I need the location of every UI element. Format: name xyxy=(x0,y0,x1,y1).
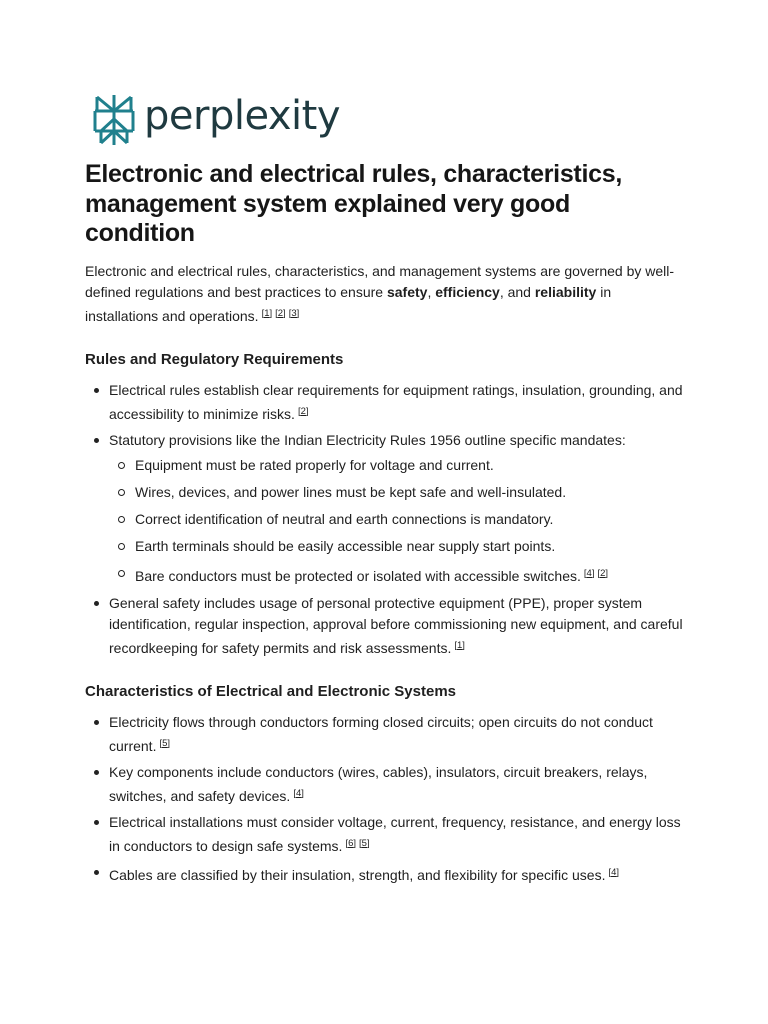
citation-link[interactable]: [6] xyxy=(345,837,357,849)
sub-list-item-text: Earth terminals should be easily accessible near supply start points. xyxy=(135,537,556,554)
list-item-text: Key components include conductors (wires, cables), insulators, circuit breakers, relays, switches, and safety devices. xyxy=(109,763,648,804)
intro-bold-reliability: reliability xyxy=(534,283,597,300)
list-item xyxy=(85,593,685,659)
list-item xyxy=(85,380,685,425)
list-item-text: Cables are classified by their insulation, strength, and flexibility for specific uses. xyxy=(109,866,606,883)
citation-link[interactable]: [4] xyxy=(293,787,304,799)
brand-logo[interactable] xyxy=(93,93,340,147)
list-item-text: General safety includes usage of personal protective equipment (PPE), proper system identification, regular inspection, approval before commissioning new equipment, and careful recordkeeping for safety permits and risk assessments. xyxy=(109,594,683,656)
list-item-text: Electricity flows through conductors forming closed circuits; open circuits do not conduct current. xyxy=(109,713,653,754)
page-title: Electronic and electrical rules, characteristics, management system explained very good condition xyxy=(85,160,622,247)
sub-list-item-text: Bare conductors must be protected or isolated with accessible switches. xyxy=(135,567,581,584)
list-item xyxy=(85,430,685,587)
intro-text: , and xyxy=(499,283,535,300)
citation-link[interactable]: [4] xyxy=(608,866,620,878)
sub-list-item xyxy=(109,482,685,503)
citation-link[interactable]: [1] xyxy=(261,307,273,319)
intro-text: , xyxy=(427,283,436,300)
citation-link[interactable]: [5] xyxy=(159,737,171,749)
citation-link[interactable]: [5] xyxy=(359,837,370,849)
sub-list-item xyxy=(109,563,685,587)
list-item xyxy=(85,762,685,807)
citation-link[interactable]: [2] xyxy=(297,405,309,417)
sub-list-item-text: Wires, devices, and power lines must be kept safe and well-insulated. xyxy=(135,483,567,500)
sub-list xyxy=(109,455,685,587)
sub-list-item-text: Correct identification of neutral and earth connections is mandatory. xyxy=(135,510,554,527)
citation-link[interactable]: [2] xyxy=(597,567,609,579)
rules-list xyxy=(85,380,685,659)
intro-text: in installations and operations. xyxy=(85,283,612,324)
characteristics-list xyxy=(85,712,685,886)
intro-bold-safety: safety xyxy=(386,283,428,300)
list-item-text: Statutory provisions like the Indian Electricity Rules 1956 outline specific mandates: xyxy=(109,431,626,448)
intro-text: Electronic and electrical rules, characteristics, and management systems are governed by well-defined regulations and best practices to ensure xyxy=(85,262,675,300)
sub-list-item xyxy=(109,536,685,557)
article xyxy=(85,160,685,891)
section-heading-characteristics: Characteristics of Electrical and Electronic Systems xyxy=(85,682,456,700)
list-item-text: Electrical installations must consider voltage, current, frequency, resistance, and energy loss in conductors to design safe systems. xyxy=(109,813,681,854)
intro-paragraph xyxy=(85,261,685,327)
list-item-text: Electrical rules establish clear requirements for equipment ratings, insulation, grounding, and accessibility to minimize risks. xyxy=(109,381,683,422)
citation-link[interactable]: [1] xyxy=(454,639,465,651)
brand-name: perplexity xyxy=(144,93,340,139)
list-item xyxy=(85,712,685,757)
intro-bold-efficiency: efficiency xyxy=(435,283,500,300)
sub-list-item xyxy=(109,509,685,530)
citation-link[interactable]: [3] xyxy=(288,307,300,319)
list-item xyxy=(85,812,685,857)
list-item xyxy=(85,862,685,886)
citation-link[interactable]: [2] xyxy=(275,307,286,319)
section-heading-rules: Rules and Regulatory Requirements xyxy=(85,350,344,368)
sub-list-item xyxy=(109,455,685,476)
sub-list-item-text: Equipment must be rated properly for voltage and current. xyxy=(135,456,494,473)
perplexity-logo-icon xyxy=(93,93,135,147)
citation-link[interactable]: [4] xyxy=(583,567,595,579)
